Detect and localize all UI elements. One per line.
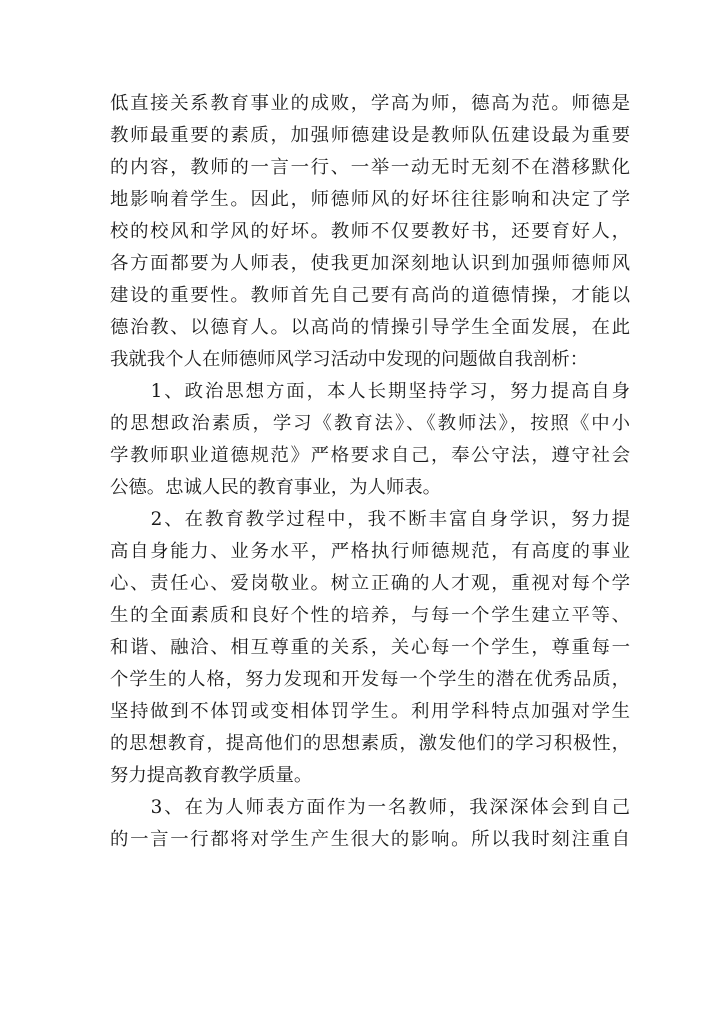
text-line: 我就我个人在师德师风学习活动中发现的问题做自我剖析：: [110, 349, 589, 370]
text-line: 和谐、融洽、相互尊重的关系，关心每一个学生，尊重每一: [110, 637, 630, 658]
text-line: 高自身能力、业务水平，严格执行师德规范，有高度的事业: [110, 541, 630, 562]
text-line: 个学生的人格，努力发现和开发每一个学生的潜在优秀品质，: [110, 669, 630, 690]
text-line: 的思想教育，提高他们的思想素质，激发他们的学习积极性，: [110, 733, 630, 754]
text-line: 的一言一行都将对学生产生很大的影响。所以我时刻注重自: [110, 829, 630, 850]
text-line: 坚持做到不体罚或变相体罚学生。利用学科特点加强对学生: [110, 701, 630, 722]
text-line: 2、在教育教学过程中，我不断丰富自身学识，努力提: [110, 509, 630, 530]
body-text: [110, 88, 630, 856]
text-line: 的内容，教师的一言一行、一举一动无时无刻不在潜移默化: [110, 157, 630, 178]
text-line: 地影响着学生。因此，师德师风的好坏往往影响和决定了学: [110, 189, 630, 210]
text-line: 校的校风和学风的好坏。教师不仅要教好书，还要育好人，: [110, 221, 630, 242]
text-line: 1、政治思想方面，本人长期坚持学习，努力提高自身: [110, 381, 630, 402]
text-line: 心、责任心、爱岗敬业。树立正确的人才观，重视对每个学: [110, 573, 630, 594]
text-line: 努力提高教育教学质量。: [110, 765, 313, 786]
text-line: 建设的重要性。教师首先自己要有高尚的道德情操，才能以: [110, 285, 630, 306]
text-line: 的思想政治素质，学习《教育法》、《教师法》，按照《中小: [110, 413, 630, 434]
text-line: 低直接关系教育事业的成败，学高为师，德高为范。师德是: [110, 93, 630, 114]
text-line: 生的全面素质和良好个性的培养，与每一个学生建立平等、: [110, 605, 630, 626]
text-line: 德治教、以德育人。以高尚的情操引导学生全面发展，在此: [110, 317, 630, 338]
text-line: 教师最重要的素质，加强师德建设是教师队伍建设最为重要: [110, 125, 630, 146]
text-line: 公德。忠诚人民的教育事业，为人师表。: [110, 477, 442, 498]
text-line: 学教师职业道德规范》严格要求自己，奉公守法，遵守社会: [110, 445, 630, 466]
text-line: 3、在为人师表方面作为一名教师，我深深体会到自己: [110, 797, 630, 818]
text-line: 各方面都要为人师表，使我更加深刻地认识到加强师德师风: [110, 253, 630, 274]
